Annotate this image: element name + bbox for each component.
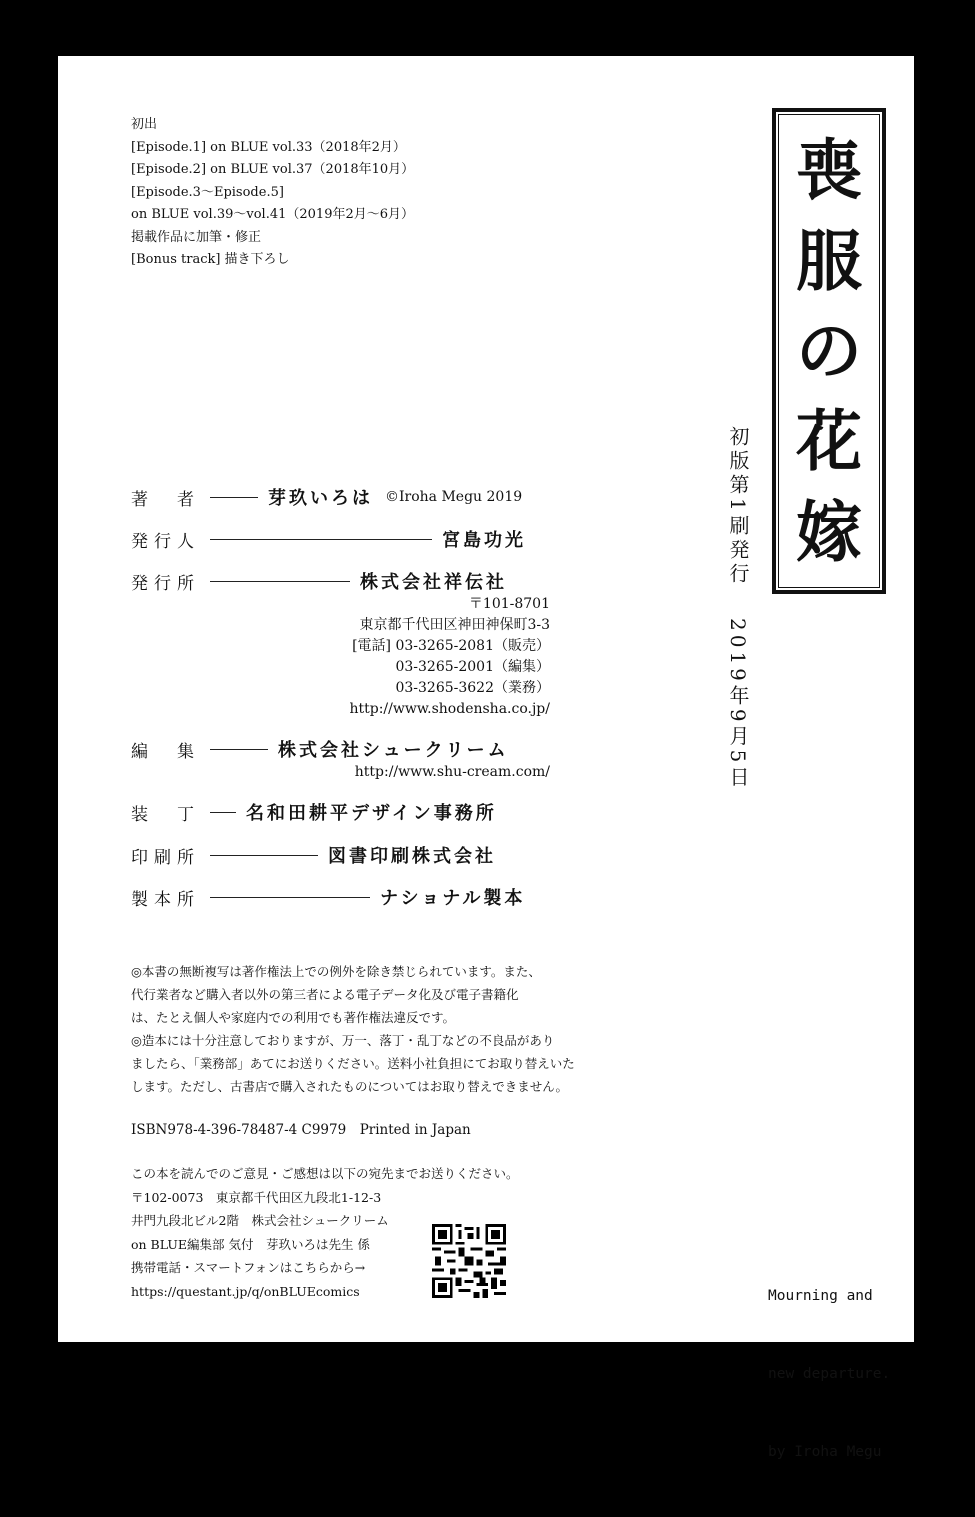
first-publication-line: 掲載作品に加筆・修正 bbox=[131, 229, 262, 245]
note-line: ◎本書の無断複写は著作権法上での例外を除き禁じられています。また、 bbox=[131, 964, 541, 979]
author-label: 著 者 bbox=[131, 489, 200, 510]
credit-author bbox=[131, 484, 522, 510]
publisher-url: http://www.shodensha.co.jp/ bbox=[349, 701, 550, 717]
note-line: ◎造本には十分注意しておりますが、万一、落丁・乱丁などの不良品があり bbox=[131, 1033, 555, 1048]
first-publication-line: on BLUE vol.39～vol.41（2019年2月～6月） bbox=[131, 207, 415, 222]
contact-line: 〒102-0073 東京都千代田区九段北1-12-3 bbox=[131, 1189, 382, 1205]
leader-line bbox=[210, 855, 318, 856]
design-label: 装 丁 bbox=[131, 804, 200, 825]
note-line: ましたら、「業務部」あてにお送りください。送料小社負担にてお取り替えいた bbox=[131, 1056, 575, 1071]
tagline-line: new departure. bbox=[768, 1366, 891, 1382]
survey-url[interactable]: https://questant.jp/q/onBLUEcomics bbox=[131, 1283, 360, 1299]
credit-issuer bbox=[131, 526, 526, 552]
title-char: 花 bbox=[796, 402, 862, 481]
postal-code: 〒101-8701 bbox=[468, 596, 550, 612]
title-char: 嫁 bbox=[796, 492, 862, 571]
first-publication-line: [Episode.1] on BLUE vol.33（2018年2月） bbox=[131, 139, 406, 155]
english-tagline bbox=[768, 1231, 890, 1517]
note-line: は、たとえ個人や家庭内での利用でも著作権法違反です。 bbox=[131, 1010, 456, 1025]
publication-date: 2019年9月5日 bbox=[726, 618, 750, 791]
contact-line: この本を読んでのご意見・ご感想は以下の宛先までお送りください。 bbox=[131, 1166, 519, 1181]
qr-code-icon[interactable] bbox=[432, 1224, 506, 1298]
contact-line: on BLUE編集部 気付 芽玖いろは先生 係 bbox=[131, 1236, 370, 1252]
isbn: ISBN978-4-396-78487-4 C9979 Printed in Japan bbox=[131, 1122, 471, 1138]
title-char: 喪 bbox=[796, 131, 862, 210]
publisher-name: 株式会社祥伝社 bbox=[360, 572, 507, 593]
leader-line bbox=[210, 497, 258, 498]
design-name: 名和田耕平デザイン事務所 bbox=[246, 803, 497, 824]
copyright-notes bbox=[131, 960, 575, 1098]
editor-label: 編 集 bbox=[131, 741, 200, 762]
issuer-label: 発行人 bbox=[131, 531, 200, 552]
credit-printer bbox=[131, 842, 496, 868]
credit-binder bbox=[131, 884, 525, 910]
first-publication bbox=[131, 114, 414, 272]
author-name: 芽玖いろは bbox=[268, 488, 373, 509]
editor-name: 株式会社シュークリーム bbox=[278, 740, 509, 761]
binder-name: ナショナル製本 bbox=[380, 888, 526, 909]
note-line: 代行業者など購入者以外の第三者による電子データ化及び電子書籍化 bbox=[131, 987, 519, 1002]
leader-line bbox=[210, 581, 350, 582]
leader-line bbox=[210, 749, 268, 750]
leader-line bbox=[210, 812, 236, 813]
leader-line bbox=[210, 897, 370, 898]
printer-name: 図書印刷株式会社 bbox=[328, 846, 496, 867]
binder-label: 製本所 bbox=[131, 889, 200, 910]
title-box bbox=[772, 108, 886, 594]
phone-business: 03-3265-3622（業務） bbox=[395, 680, 550, 696]
publisher-address bbox=[349, 594, 550, 720]
colophon-page bbox=[58, 56, 914, 1460]
first-publication-line: [Bonus track] 描き下ろし bbox=[131, 252, 290, 267]
tagline-line: by Iroha Megu bbox=[768, 1444, 882, 1460]
editor-url: http://www.shu-cream.com/ bbox=[354, 764, 550, 780]
leader-line bbox=[210, 539, 432, 540]
publisher-label: 発行所 bbox=[131, 573, 200, 594]
credit-publisher bbox=[131, 568, 507, 594]
copyright: ©Iroha Megu 2019 bbox=[385, 489, 523, 505]
title-char: の bbox=[796, 311, 862, 390]
tagline-line: Mourning and bbox=[768, 1288, 873, 1304]
title-char: 服 bbox=[796, 221, 862, 300]
printer-label: 印刷所 bbox=[131, 847, 200, 868]
first-publication-heading: 初出 bbox=[131, 117, 158, 132]
note-line: します。ただし、古書店で購入されたものについてはお取り替えできません。 bbox=[131, 1079, 569, 1094]
edition-label: 初版第1刷発行 bbox=[726, 426, 750, 587]
phone-sales: [電話] 03-3265-2081（販売） bbox=[352, 638, 550, 654]
first-publication-line: [Episode.3～Episode.5] bbox=[131, 184, 284, 200]
credit-design bbox=[131, 799, 497, 825]
issuer-name: 宮島功光 bbox=[442, 530, 526, 551]
credit-editor bbox=[131, 736, 509, 762]
contact-line: 携帯電話・スマートフォンはこちらから→ bbox=[131, 1260, 366, 1275]
first-publication-line: [Episode.2] on BLUE vol.37（2018年10月） bbox=[131, 162, 415, 177]
address-line: 東京都千代田区神田神保町3-3 bbox=[359, 617, 550, 633]
phone-editorial: 03-3265-2001（編集） bbox=[395, 659, 550, 675]
contact-line: 井門九段北ビル2階 株式会社シュークリーム bbox=[131, 1213, 389, 1228]
